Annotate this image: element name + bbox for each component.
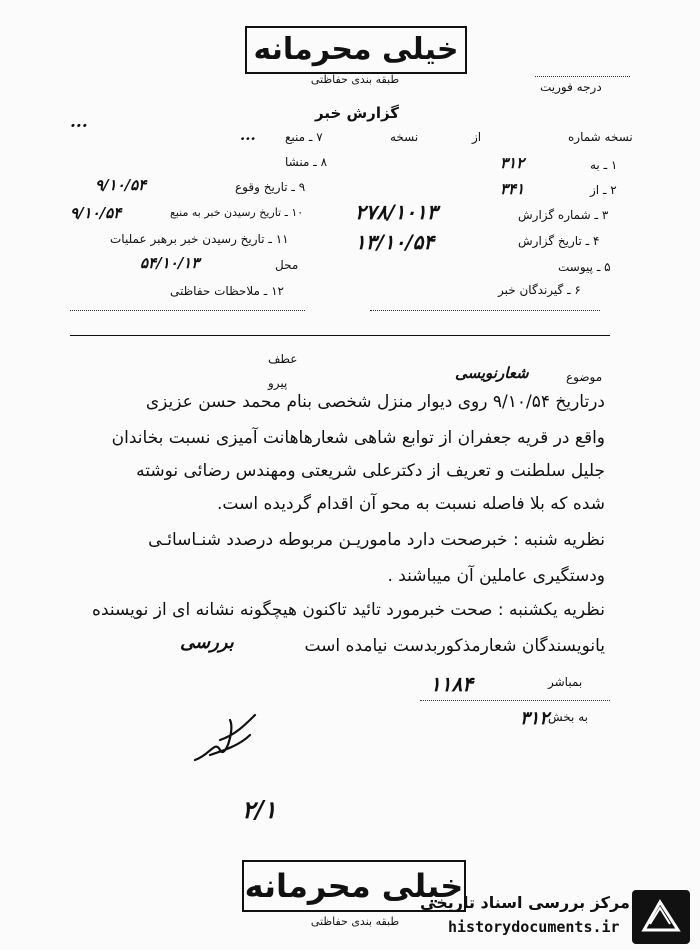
reference-atf-label: عطف: [268, 352, 298, 366]
action-label-1: بمباشر: [548, 675, 583, 689]
copy-label: نسخه: [390, 130, 419, 144]
report-number-value: ۲۷۸/۱۰۱۳: [355, 200, 438, 224]
copy-number-label: نسخه شماره: [568, 130, 633, 144]
urgency-line: [535, 76, 630, 77]
dotted-line: [370, 310, 600, 311]
classification-stamp-top: خیلی محرمانه: [245, 26, 467, 74]
classification-stamp-bottom: خیلی محرمانه: [242, 860, 466, 912]
handwritten-bottom-number: ۲/۱: [242, 795, 277, 824]
action-number-1: ۱۱۸۴: [430, 672, 473, 696]
source-label: ۷ ـ منبع: [285, 130, 323, 144]
report-date-label: ۴ ـ تاریخ گزارش: [518, 234, 600, 248]
place-label: محل: [275, 258, 299, 272]
report-title: گزارش خبر: [315, 104, 400, 122]
handwritten-note-top: ...: [70, 112, 88, 132]
subject-label: موضوع: [566, 370, 603, 384]
action-number-2: ۳۱۲: [520, 708, 550, 729]
classification-caption-top: طبقه بندی حفاظتی: [310, 73, 400, 86]
body-line: یانویسندگان شعارمذکوربدست نیامده است: [304, 636, 605, 656]
body-line: درتاریخ ۹/۱۰/۵۴ روی دیوار منزل شخصی بنام محمد حسن عزیزی: [145, 392, 605, 412]
urgency-label: درجه فوریت: [540, 80, 602, 94]
news-to-ops-date-value: ۵۴/۱۰/۱۳: [140, 254, 200, 272]
action-label-2: به بخش: [548, 710, 588, 724]
report-date-value: ۱۳/۱۰/۵۴: [355, 230, 435, 254]
subject-value: شعارنویسی: [455, 364, 529, 382]
from-value: ۳۴۱: [500, 180, 525, 198]
classification-caption-bottom: طبقه بندی حفاظتی: [310, 915, 400, 928]
to-value: ۳۱۲: [500, 154, 525, 172]
body-line: شده که بلا فاصله نسبت به محو آن اقدام گردیده است.: [216, 494, 605, 514]
watermark-center-name: مرکز بررسی اسناد تاریخی: [420, 893, 630, 912]
event-date-value: ۹/۱۰/۵۴: [95, 176, 147, 194]
body-handwritten-tail: بررسی: [180, 632, 234, 653]
body-line: نظریه شنبه : خبرصحت دارد ماموریـن مربوطه درصدد شنـاسائـی: [148, 530, 605, 550]
reference-piro-label: پیرو: [268, 376, 288, 390]
news-to-source-date-value: ۹/۱۰/۵۴: [70, 204, 122, 222]
from-label: ۲ ـ از: [590, 183, 617, 197]
event-date-label: ۹ ـ تاریخ وقوع: [235, 180, 306, 194]
security-notes-label: ۱۲ ـ ملاحظات حفاظتی: [170, 284, 284, 298]
news-to-source-date-label: ۱۰ ـ تاریخ رسیدن خبر به منبع: [170, 206, 304, 219]
body-line: جلیل سلطنت و تعریف از دکترعلی شریعتی ومهندس رضائی نوشته: [136, 461, 605, 481]
attachment-label: ۵ ـ پیوست: [558, 260, 611, 274]
origin-label: ۸ ـ منشا: [285, 155, 328, 169]
of-label: از: [472, 130, 482, 144]
watermark-logo-icon: [632, 890, 690, 944]
news-to-ops-date-label: ۱۱ ـ تاریخ رسیدن خبر برهبر عملیات: [110, 232, 289, 246]
to-label: ۱ ـ به: [590, 158, 618, 172]
report-number-label: ۳ ـ شماره گزارش: [518, 208, 609, 222]
dotted-line: [70, 310, 305, 311]
section-divider: [70, 335, 610, 336]
body-line: نظریه یکشنبه : صحت خبرمورد تائید تاکنون هیچگونه نشانه ای از نویسنده: [92, 600, 605, 620]
body-line: واقع در قریه جعفران از توابع شاهی شعارهاهانت آمیزی نسبت بخاندان: [111, 428, 605, 448]
watermark-site: historydocuments.ir: [448, 918, 620, 936]
signature-scribble: [190, 710, 260, 770]
recipients-label: ۶ ـ گیرندگان خبر: [498, 283, 581, 297]
body-line: ودستگیری عاملین آن میباشند .: [387, 566, 605, 586]
dotted-line: [420, 700, 610, 701]
source-value: ...: [240, 126, 256, 144]
